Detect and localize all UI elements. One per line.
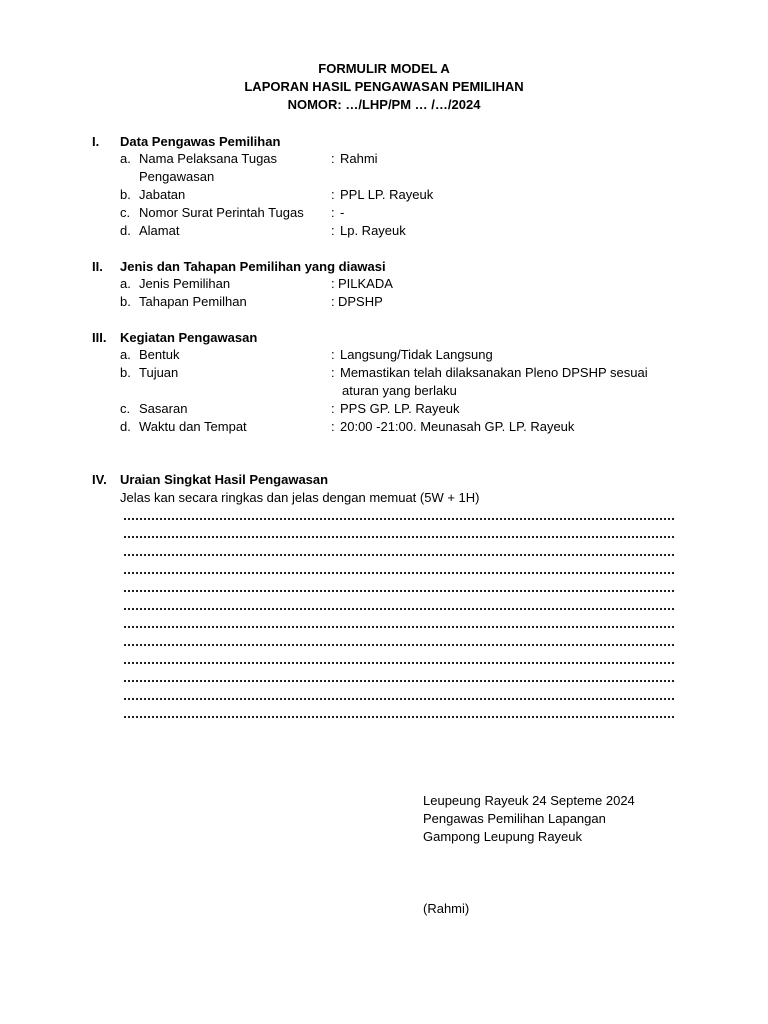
section3-item-c-label: Sasaran [139, 401, 188, 416]
section1-number: I. [92, 134, 100, 149]
dotted-line [124, 620, 674, 628]
section1-item-a-label: Nama Pelaksana Tugas [139, 151, 278, 166]
form-title: FORMULIR MODEL A [318, 61, 450, 76]
colon: : [331, 276, 335, 291]
colon: : [331, 401, 335, 416]
section1-item-b-label: Jabatan [139, 187, 186, 202]
dotted-line [124, 548, 674, 556]
section1-item-a-value: Rahmi [340, 151, 378, 166]
section2-item-a-value: PILKADA [338, 276, 393, 291]
section2-item-a-letter: a. [120, 276, 131, 291]
section2-title: Jenis dan Tahapan Pemilihan yang diawasi [120, 259, 386, 274]
section3-item-a-label: Bentuk [139, 347, 180, 362]
dotted-line [124, 710, 674, 718]
report-number: NOMOR: …/LHP/PM … /…/2024 [287, 97, 481, 112]
section1-item-b-letter: b. [120, 187, 131, 202]
section1-item-c-value: - [340, 205, 345, 220]
section1-item-a-label-cont: Pengawasan [139, 169, 215, 184]
section3-title: Kegiatan Pengawasan [120, 330, 258, 345]
section3-number: III. [92, 330, 107, 345]
colon: : [331, 294, 335, 309]
dotted-line [124, 602, 674, 610]
colon: : [331, 205, 335, 220]
section2-number: II. [92, 259, 103, 274]
signature-name: (Rahmi) [423, 901, 470, 916]
colon: : [331, 347, 335, 362]
section3-item-b-value: Memastikan telah dilaksanakan Pleno DPSHP sesuai [340, 365, 648, 380]
dotted-line [124, 638, 674, 646]
section3-item-a-letter: a. [120, 347, 131, 362]
section1-item-d-label: Alamat [139, 223, 180, 238]
dotted-line [124, 692, 674, 700]
section4-number: IV. [92, 472, 107, 487]
colon: : [331, 187, 335, 202]
section1-item-a-letter: a. [120, 151, 131, 166]
section3-item-a-value: Langsung/Tidak Langsung [340, 347, 493, 362]
section1-item-b-value: PPL LP. Rayeuk [340, 187, 434, 202]
section2-item-b-value: DPSHP [338, 294, 383, 309]
section3-item-b-letter: b. [120, 365, 131, 380]
colon: : [331, 223, 335, 238]
dotted-line [124, 530, 674, 538]
signature-place-date: Leupeung Rayeuk 24 Septeme 2024 [423, 793, 635, 808]
dotted-line [124, 674, 674, 682]
section3-item-d-letter: d. [120, 419, 131, 434]
section4-instruction: Jelas kan secara ringkas dan jelas dengan memuat (5W + 1H) [120, 490, 480, 505]
section1-item-c-letter: c. [120, 205, 131, 220]
section2-item-a-label: Jenis Pemilihan [139, 276, 231, 291]
section2-item-b-letter: b. [120, 294, 131, 309]
section1-item-d-letter: d. [120, 223, 131, 238]
section1-item-d-value: Lp. Rayeuk [340, 223, 406, 238]
section1-item-c-label: Nomor Surat Perintah Tugas [139, 205, 304, 220]
colon: : [331, 419, 335, 434]
section3-item-b-label: Tujuan [139, 365, 179, 380]
dotted-line [124, 584, 674, 592]
section3-item-b-value-cont: aturan yang berlaku [342, 383, 457, 398]
section3-item-d-value: 20:00 -21:00. Meunasah GP. LP. Rayeuk [340, 419, 575, 434]
colon: : [331, 365, 335, 380]
signature-village: Gampong Leupung Rayeuk [423, 829, 583, 844]
dotted-line [124, 566, 674, 574]
dotted-line [124, 656, 674, 664]
section3-item-d-label: Waktu dan Tempat [139, 419, 247, 434]
report-title: LAPORAN HASIL PENGAWASAN PEMILIHAN [244, 79, 524, 94]
section3-item-c-value: PPS GP. LP. Rayeuk [340, 401, 460, 416]
section3-item-c-letter: c. [120, 401, 131, 416]
section1-title: Data Pengawas Pemilihan [120, 134, 281, 149]
section4-title: Uraian Singkat Hasil Pengawasan [120, 472, 329, 487]
section2-item-b-label: Tahapan Pemilhan [139, 294, 247, 309]
dotted-line [124, 512, 674, 520]
signature-role: Pengawas Pemilihan Lapangan [423, 811, 606, 826]
colon: : [331, 151, 335, 166]
